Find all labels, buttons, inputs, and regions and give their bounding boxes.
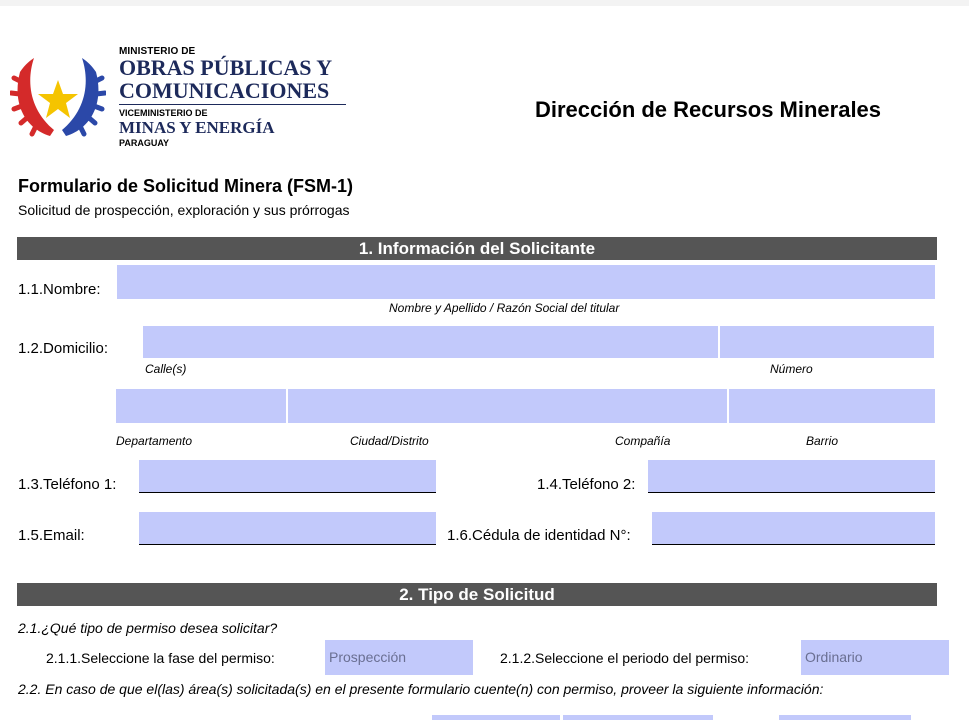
calle-caption: Calle(s) [145, 362, 187, 376]
country-label: PARAGUAY [119, 138, 170, 148]
nombre-caption: Nombre y Apellido / Razón Social del titular [389, 301, 620, 315]
calle-input[interactable] [143, 326, 718, 358]
periodo-select[interactable]: Ordinario [801, 640, 949, 675]
ciudad-caption: Ciudad/Distrito [350, 434, 429, 448]
departamento-caption: Departamento [116, 434, 193, 448]
permiso-question: 2.1.¿Qué tipo de permiso desea solicitar? [18, 620, 278, 636]
section-1-header: 1. Información del Solicitante [17, 237, 937, 260]
barrio-input[interactable] [729, 389, 935, 423]
form-subtitle: Solicitud de prospección, exploración y sus prórrogas [18, 202, 350, 218]
nombre-input[interactable] [117, 265, 935, 299]
ministry-name-line2: COMUNICACIONES [119, 78, 330, 103]
top-strip [0, 0, 969, 6]
cedula-label: 1.6.Cédula de identidad N°: [447, 527, 631, 544]
compania-caption: Compañía [615, 434, 671, 448]
ciudad-compania-input[interactable] [288, 389, 727, 423]
fase-label: 2.1.1.Seleccione la fase del permiso: [46, 650, 275, 666]
area-question: 2.2. En caso de que el(las) área(s) solicitada(s) en el presente formulario cuente(n) con permiso, proveer la siguiente información: [18, 681, 824, 697]
telefono1-label: 1.3.Teléfono 1: [18, 476, 117, 493]
telefono2-label: 1.4.Teléfono 2: [537, 476, 636, 493]
paraguay-crest-icon [10, 52, 106, 144]
area-field-2[interactable] [563, 715, 713, 720]
numero-caption: Número [770, 362, 813, 376]
domicilio-label: 1.2.Domicilio: [18, 340, 109, 357]
cedula-input[interactable] [652, 512, 935, 545]
ministry-name-line1: OBRAS PÚBLICAS Y [119, 55, 333, 80]
section-2-header: 2. Tipo de Solicitud [17, 583, 937, 606]
area-field-3[interactable] [779, 715, 911, 720]
email-input[interactable] [139, 512, 436, 545]
ministry-small-label: MINISTERIO DE [119, 46, 196, 57]
logo-divider [119, 104, 346, 105]
periodo-label: 2.1.2.Seleccione el periodo del permiso: [500, 650, 750, 666]
numero-input[interactable] [720, 326, 934, 358]
telefono2-input[interactable] [648, 460, 935, 493]
vice-ministry-small-label: VICEMINISTERIO DE [119, 108, 208, 118]
departamento-input[interactable] [116, 389, 286, 423]
area-field-1[interactable] [432, 715, 560, 720]
barrio-caption: Barrio [806, 434, 839, 448]
vice-ministry-name: MINAS Y ENERGÍA [119, 118, 275, 137]
email-label: 1.5.Email: [18, 527, 85, 544]
telefono1-input[interactable] [139, 460, 436, 493]
form-title: Formulario de Solicitud Minera (FSM-1) [18, 176, 354, 196]
fase-select[interactable]: Prospección [325, 640, 473, 675]
nombre-label: 1.1.Nombre: [18, 281, 101, 298]
direction-title: Dirección de Recursos Minerales [535, 97, 882, 122]
